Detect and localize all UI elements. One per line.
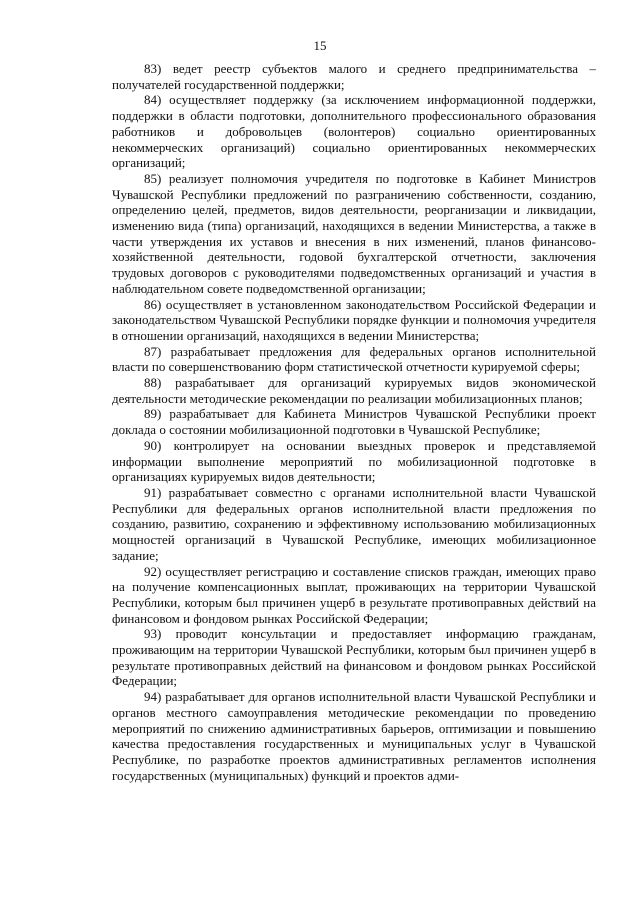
paragraph-item-87: 87) разрабатывает предложения для федеральных органов исполнительной власти по совершенствованию форм статистической отчетности курируемой сферы;: [112, 343, 596, 375]
paragraph-item-85: 85) реализует полномочия учредителя по подготовке в Кабинет Министров Чувашской Республики предложений по разграничению собственности, созданию, определению целей, предметов, видов деятельности, реорганизации и ликвидации, изменению вида (типа) организаций, находящихся в ведении Министерства, а также в части утверждения их уставов и внесения в них изменений, планов финансово-хозяйственной деятельности, годовой бухгалтерской отчетности, заключения трудовых договоров с руководителями подведомственных организаций и участия в наблюдательном совете подведомственной организации;: [112, 170, 596, 296]
paragraph-item-83: 83) ведет реестр субъектов малого и среднего предпринимательства – получателей государственной поддержки;: [112, 61, 596, 92]
paragraph-item-84: 84) осуществляет поддержку (за исключением информационной поддержки, поддержки в области подготовки, дополнительного профессионального образования работников и добровольцев (волонтеров) социально ориентированных некоммерческих организаций) социально ориентированных некоммерческих организаций;: [112, 92, 596, 171]
paragraph-item-88: 88) разрабатывает для организаций курируемых видов экономической деятельности методические рекомендации по реализации мобилизационных планов;: [112, 375, 596, 406]
paragraph-item-89: 89) разрабатывает для Кабинета Министров Чувашской Республики проект доклада о состоянии мобилизационной подготовки в Чувашской Республике;: [112, 406, 596, 438]
paragraph-item-94: 94) разрабатывает для органов исполнительной власти Чувашской Республики и органов местного самоуправления методические рекомендации по проведению мероприятий по снижению административных барьеров, оптимизации и повышению качества предоставления государственных и муниципальных услуг в Чувашской Республике, по разработке проектов административных регламентов исполнения государственных (муниципальных) функций и проектов адми-: [112, 689, 596, 783]
paragraph-item-92: 92) осуществляет регистрацию и составление списков граждан, имеющих право на получение компенсационных выплат, проживающих на территории Чувашской Республики, которым был причинен ущерб в результате противоправных действий на финансовом и фондовом рынках Российской Федерации;: [112, 563, 596, 626]
page-number: 15: [313, 38, 327, 53]
paragraph-item-90: 90) контролирует на основании выездных проверок и представляемой информации выполнение мероприятий по мобилизационной подготовке в организациях курируемых видов деятельности;: [112, 437, 596, 485]
paragraph-item-93: 93) проводит консультации и предоставляет информацию гражданам, проживающим на территории Чувашской Республики, которым был причинен ущерб в результате противоправных действий на финансовом и фондовом рынках Российской Федерации;: [112, 626, 596, 689]
paragraph-item-86: 86) осуществляет в установленном законодательством Российской Федерации и законодательством Чувашской Республики порядке функции и полномочия учредителя в отношении организаций, находящихся в ведении Министерства;: [112, 296, 596, 343]
paragraph-item-91: 91) разрабатывает совместно с органами исполнительной власти Чувашской Республики для федеральных органов исполнительной власти предложения по созданию, развитию, сохранению и эффективному использованию мобилизационных мощностей организаций в Чувашской Республике, имеющих мобилизационное задание;: [112, 484, 596, 563]
document-body: [112, 61, 596, 783]
